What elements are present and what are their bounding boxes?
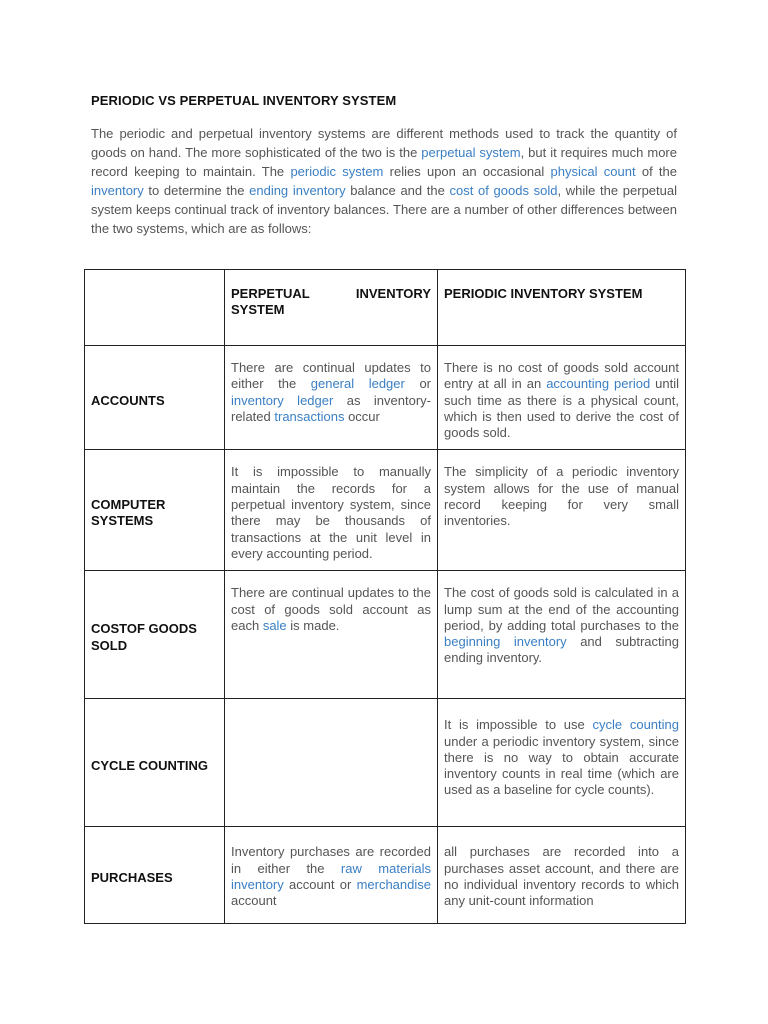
periodic-system-link[interactable]: periodic system [290, 164, 384, 179]
intro-text: The periodic and perpetual inventory systems are different methods used to track the quantity of goods on hand. The more sophisticated of the two is the [91, 126, 677, 160]
cell-text: There is no cost of goods sold account entry at all in an [444, 360, 679, 392]
computer-systems-periodic-cell: The simplicity of a periodic inventory system allows for the use of manual record keeping for very small inventories. [438, 450, 686, 571]
accounts-perpetual-cell [225, 346, 438, 450]
intro-text: balance and the [345, 183, 450, 198]
header-blank-cell [85, 270, 225, 346]
table-row-cycle-counting [85, 699, 686, 827]
cell-text: as inventory-related [231, 392, 431, 424]
sale-link[interactable]: sale [262, 617, 287, 633]
header-perpetual [225, 270, 438, 346]
cycle-counting-periodic-cell [438, 699, 686, 827]
table-row-accounts [85, 346, 686, 450]
header-periodic-label: PERIODIC INVENTORY SYSTEM [444, 286, 643, 301]
cycle-counting-perpetual-cell [225, 699, 438, 827]
row-label-cost-of-goods-sold: COSTOF GOODS SOLD [85, 571, 225, 699]
cell-text: account [231, 893, 277, 909]
cycle-counting-link[interactable]: cycle counting [592, 717, 679, 733]
row-label-purchases: PURCHASES [85, 827, 225, 924]
accounting-period-link[interactable]: accounting period [546, 376, 651, 392]
table-row-computer-systems [85, 450, 686, 571]
beginning-inventory-link[interactable]: beginning inventory [444, 634, 567, 650]
row-label-computer-systems: COMPUTER SYSTEMS [85, 450, 225, 571]
general-ledger-link[interactable]: general ledger [310, 376, 405, 392]
intro-text: , but it requires much more record keeping to maintain. The [91, 145, 677, 179]
intro-text: relies upon an occasional [383, 164, 551, 179]
table-row-cost-of-goods-sold [85, 571, 686, 699]
perpetual-system-link[interactable]: perpetual system [421, 145, 521, 160]
merchandise-link[interactable]: merchandise [356, 876, 431, 892]
intro-text: , while the perpetual system keeps continual track of inventory balances. There are a number of other differences between the two systems, which are as follows: [91, 183, 677, 236]
physical-count-link[interactable]: physical count [550, 164, 636, 179]
computer-systems-perpetual-cell: It is impossible to manually maintain the records for a perpetual inventory system, since there may be thousands of transactions at the unit level in every accounting period. [225, 450, 438, 571]
header-perpetual-label: PERPETUAL INVENTORY SYSTEM [231, 286, 431, 318]
cogs-periodic-cell [438, 571, 686, 699]
cell-text: There are continual updates to either the [231, 360, 431, 392]
cogs-perpetual-cell [225, 571, 438, 699]
transactions-link[interactable]: transactions [274, 408, 345, 424]
cell-text: Inventory purchases are recorded in either the [231, 844, 431, 876]
cell-text: There are continual updates to the cost of goods sold account as each [231, 585, 431, 633]
table-header-row [85, 270, 686, 346]
cell-text: account or [283, 876, 357, 892]
cell-text: under a periodic inventory system, since there is no way to obtain accurate inventory counts in real time (which are used as a baseline for cycle counts). [444, 733, 679, 798]
cell-text: is made. [286, 617, 340, 633]
table-row-purchases [85, 827, 686, 924]
cell-text: The cost of goods sold is calculated in a lump sum at the end of the accounting period, by adding total purchases to the [444, 585, 679, 633]
header-periodic [438, 270, 686, 346]
raw-materials-inventory-link[interactable]: raw materials inventory [231, 860, 432, 892]
intro-text: to determine the [143, 183, 250, 198]
purchases-periodic-cell: all purchases are recorded into a purchases asset account, and there are no individual inventory records to which any unit-count information [438, 827, 686, 924]
intro-paragraph [91, 124, 677, 238]
cell-text: and subtracting ending inventory. [444, 634, 679, 666]
cell-text: until such time as there is a physical count, which is then used to derive the cost of goods sold. [444, 376, 680, 441]
intro-text: of the [635, 164, 678, 179]
ending-inventory-link[interactable]: ending inventory [249, 183, 346, 198]
row-label-cycle-counting: CYCLE COUNTING [85, 699, 225, 827]
inventory-ledger-link[interactable]: inventory ledger [231, 392, 334, 408]
cell-text: or [404, 376, 431, 392]
inventory-link[interactable]: inventory [91, 183, 144, 198]
cell-text: occur [344, 408, 380, 424]
page-title: PERIODIC VS PERPETUAL INVENTORY SYSTEM [91, 93, 397, 108]
accounts-periodic-cell [438, 346, 686, 450]
row-label-accounts: ACCOUNTS [85, 346, 225, 450]
cell-text: It is impossible to use [444, 717, 593, 733]
cost-of-goods-sold-link[interactable]: cost of goods sold [449, 183, 558, 198]
comparison-table [84, 269, 686, 924]
purchases-perpetual-cell [225, 827, 438, 924]
